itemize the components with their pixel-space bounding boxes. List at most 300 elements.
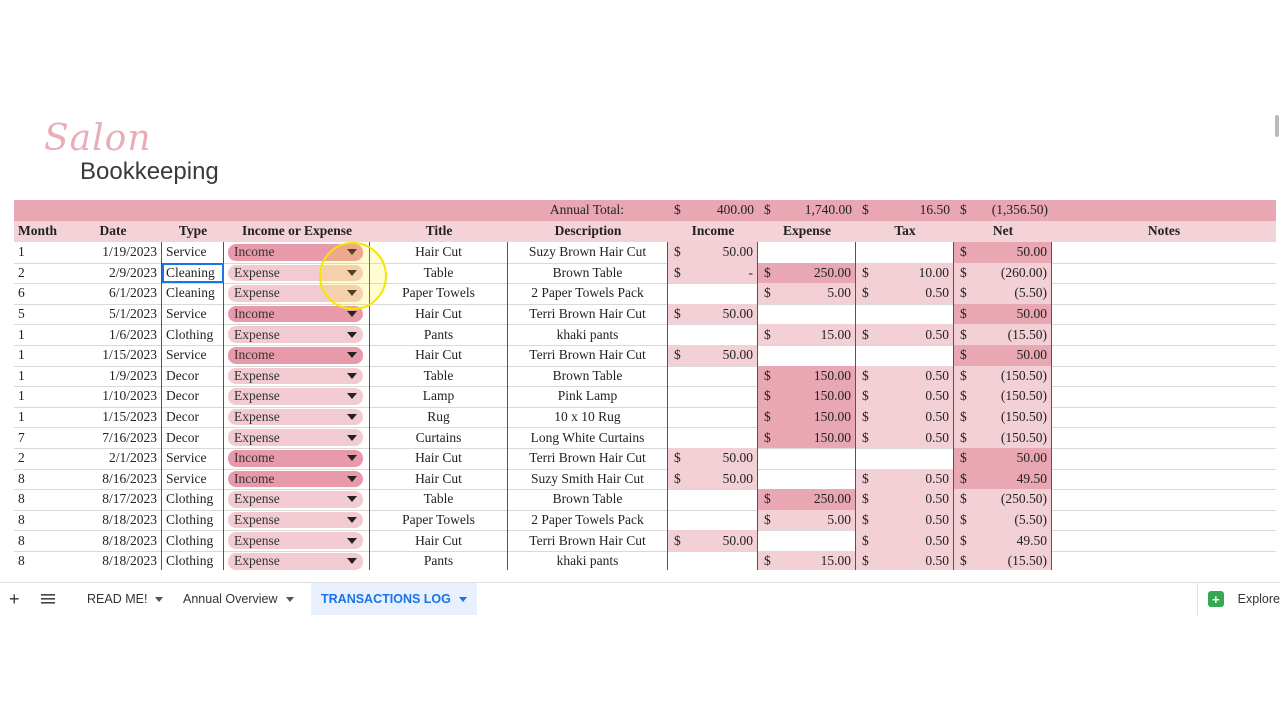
income-or-expense-dropdown[interactable]: [228, 409, 363, 426]
month-cell[interactable]: 6: [18, 285, 25, 301]
income-cell[interactable]: [668, 530, 758, 551]
ie-cell[interactable]: [224, 366, 370, 387]
title-cell[interactable]: Hair Cut: [370, 530, 508, 551]
net-value: (150.50): [1000, 388, 1047, 404]
type-cell[interactable]: Decor: [162, 427, 224, 448]
type-cell[interactable]: Service: [162, 242, 224, 263]
income-value: 50.00: [722, 470, 753, 486]
month-cell[interactable]: 8: [18, 532, 25, 548]
expense-value: 250.00: [813, 491, 851, 507]
ie-cell[interactable]: [224, 345, 370, 366]
notes-cell[interactable]: [1052, 304, 1276, 325]
currency-symbol: $: [960, 388, 967, 404]
net-cell[interactable]: [954, 386, 1052, 407]
tab-read-me[interactable]: [87, 583, 163, 615]
notes-cell[interactable]: [1052, 489, 1276, 510]
desc-cell[interactable]: khaki pants: [508, 551, 668, 570]
dropdown-value: Income: [234, 347, 275, 363]
total-expense-cell[interactable]: [758, 200, 856, 221]
total-tax-cell[interactable]: [856, 200, 954, 221]
income-value: 50.00: [722, 306, 753, 322]
notes-cell[interactable]: [1052, 448, 1276, 469]
date-cell[interactable]: 8/18/2023: [64, 551, 162, 570]
tax-value: 0.50: [925, 367, 949, 383]
date-cell[interactable]: 8/17/2023: [64, 489, 162, 510]
desc-cell[interactable]: Brown Table: [508, 489, 668, 510]
expense-value: 250.00: [813, 264, 851, 280]
date-cell[interactable]: 1/19/2023: [64, 242, 162, 263]
income-value: 50.00: [722, 532, 753, 548]
income-cell[interactable]: [668, 263, 758, 284]
tax-cell[interactable]: [856, 407, 954, 428]
tab-annual-overview[interactable]: [183, 583, 294, 615]
notes-cell[interactable]: [1052, 510, 1276, 531]
ie-cell[interactable]: [224, 427, 370, 448]
income-or-expense-dropdown[interactable]: [228, 491, 363, 508]
net-cell[interactable]: [954, 345, 1052, 366]
currency-symbol: $: [960, 326, 967, 342]
tax-cell[interactable]: [856, 530, 954, 551]
title-cell[interactable]: Lamp: [370, 386, 508, 407]
title-cell[interactable]: Table: [370, 489, 508, 510]
type-cell[interactable]: Service: [162, 448, 224, 469]
currency-symbol: $: [674, 202, 681, 218]
month-cell[interactable]: 1: [18, 388, 25, 404]
income-cell[interactable]: [668, 448, 758, 469]
notes-cell[interactable]: [1052, 324, 1276, 345]
type-cell[interactable]: Clothing: [162, 489, 224, 510]
desc-cell[interactable]: Terri Brown Hair Cut: [508, 530, 668, 551]
date-cell[interactable]: 1/9/2023: [64, 366, 162, 387]
income-or-expense-dropdown[interactable]: [228, 368, 363, 385]
header-month[interactable]: Month: [18, 223, 58, 239]
tax-value: 0.50: [925, 512, 949, 528]
date-cell[interactable]: 1/6/2023: [64, 324, 162, 345]
income-or-expense-dropdown[interactable]: [228, 512, 363, 529]
expense-cell[interactable]: [758, 427, 856, 448]
chevron-down-icon[interactable]: [155, 597, 163, 602]
header-income[interactable]: Income: [691, 223, 735, 239]
net-value: 50.00: [1016, 244, 1047, 260]
notes-cell[interactable]: [1052, 242, 1276, 263]
type-cell[interactable]: Cleaning: [162, 283, 224, 304]
month-cell[interactable]: 8: [18, 553, 25, 569]
tax-value: 10.00: [918, 264, 949, 280]
date-cell[interactable]: 8/18/2023: [64, 530, 162, 551]
notes-cell[interactable]: [1052, 551, 1276, 570]
expense-cell[interactable]: [758, 407, 856, 428]
currency-symbol: $: [862, 388, 869, 404]
date-cell[interactable]: 1/15/2023: [64, 345, 162, 366]
month-cell[interactable]: 8: [18, 470, 25, 486]
dropdown-value: Expense: [234, 326, 280, 342]
month-cell[interactable]: 1: [18, 409, 25, 425]
net-cell[interactable]: [954, 469, 1052, 490]
currency-symbol: $: [764, 409, 771, 425]
expense-cell[interactable]: [758, 324, 856, 345]
tax-cell[interactable]: [856, 386, 954, 407]
desc-cell[interactable]: Suzy Smith Hair Cut: [508, 469, 668, 490]
income-or-expense-dropdown[interactable]: [228, 429, 363, 446]
currency-symbol: $: [764, 202, 771, 218]
currency-symbol: $: [862, 491, 869, 507]
expense-cell[interactable]: [758, 551, 856, 570]
ie-cell[interactable]: [224, 551, 370, 570]
currency-symbol: $: [960, 306, 967, 322]
tab-annual-overview-label: Annual Overview: [183, 592, 278, 606]
dropdown-arrow-icon[interactable]: [347, 455, 357, 461]
ie-cell[interactable]: [224, 386, 370, 407]
dropdown-arrow-icon[interactable]: [347, 311, 357, 317]
dropdown-value: Expense: [234, 264, 280, 280]
expense-value: 150.00: [813, 429, 851, 445]
dropdown-value: Income: [234, 306, 275, 322]
ie-cell[interactable]: [224, 510, 370, 531]
chevron-down-icon[interactable]: [286, 597, 294, 602]
type-cell[interactable]: Service: [162, 469, 224, 490]
month-cell[interactable]: 1: [18, 347, 25, 363]
table-row: [14, 386, 1276, 408]
income-cell[interactable]: [668, 407, 758, 428]
desc-cell[interactable]: Terri Brown Hair Cut: [508, 448, 668, 469]
month-cell[interactable]: 8: [18, 512, 25, 528]
date-cell[interactable]: 8/18/2023: [64, 510, 162, 531]
dropdown-arrow-icon[interactable]: [347, 332, 357, 338]
title-cell[interactable]: Hair Cut: [370, 469, 508, 490]
menu-icon[interactable]: [41, 583, 57, 615]
currency-symbol: $: [674, 244, 681, 260]
type-cell[interactable]: Clothing: [162, 530, 224, 551]
expense-cell[interactable]: [758, 366, 856, 387]
month-cell[interactable]: 8: [18, 491, 25, 507]
tax-cell[interactable]: [856, 283, 954, 304]
currency-symbol: $: [862, 367, 869, 383]
title-cell[interactable]: Pants: [370, 324, 508, 345]
desc-cell[interactable]: Pink Lamp: [508, 386, 668, 407]
income-cell[interactable]: [668, 427, 758, 448]
tax-cell[interactable]: [856, 242, 954, 263]
title-cell[interactable]: Hair Cut: [370, 345, 508, 366]
net-value: (15.50): [1007, 553, 1047, 569]
net-value: 50.00: [1016, 306, 1047, 322]
date-cell[interactable]: 1/15/2023: [64, 407, 162, 428]
expense-cell[interactable]: [758, 530, 856, 551]
desc-cell[interactable]: Brown Table: [508, 263, 668, 284]
title-cell[interactable]: Rug: [370, 407, 508, 428]
tax-cell[interactable]: [856, 345, 954, 366]
tax-cell[interactable]: [856, 551, 954, 570]
expense-value: 150.00: [813, 409, 851, 425]
net-cell[interactable]: [954, 427, 1052, 448]
net-cell[interactable]: [954, 304, 1052, 325]
date-cell[interactable]: 7/16/2023: [64, 427, 162, 448]
month-cell[interactable]: 2: [18, 450, 25, 466]
currency-symbol: $: [960, 532, 967, 548]
net-value: 50.00: [1016, 450, 1047, 466]
expense-value: 5.00: [827, 512, 851, 528]
type-cell[interactable]: Clothing: [162, 510, 224, 531]
ie-cell[interactable]: [224, 407, 370, 428]
tax-cell[interactable]: [856, 427, 954, 448]
dropdown-arrow-icon[interactable]: [347, 558, 357, 564]
currency-symbol: $: [764, 388, 771, 404]
net-cell[interactable]: [954, 242, 1052, 263]
notes-cell[interactable]: [1052, 386, 1276, 407]
type-cell[interactable]: Cleaning: [162, 263, 224, 284]
expense-cell[interactable]: [758, 510, 856, 531]
income-cell[interactable]: [668, 386, 758, 407]
dropdown-arrow-icon[interactable]: [347, 496, 357, 502]
notes-cell[interactable]: [1052, 407, 1276, 428]
tax-cell[interactable]: [856, 263, 954, 284]
title-cell[interactable]: Paper Towels: [370, 510, 508, 531]
expense-cell[interactable]: [758, 345, 856, 366]
notes-cell[interactable]: [1052, 469, 1276, 490]
tax-cell[interactable]: [856, 448, 954, 469]
income-cell[interactable]: [668, 469, 758, 490]
month-cell[interactable]: 2: [18, 264, 25, 280]
net-cell[interactable]: [954, 263, 1052, 284]
net-cell[interactable]: [954, 489, 1052, 510]
income-or-expense-dropdown[interactable]: [228, 326, 363, 343]
expense-cell[interactable]: [758, 489, 856, 510]
logo-word: Bookkeeping: [80, 158, 219, 185]
month-cell[interactable]: 5: [18, 306, 25, 322]
header-date[interactable]: Date: [99, 223, 127, 239]
table-row: [14, 345, 1276, 367]
tax-cell[interactable]: [856, 469, 954, 490]
header-notes[interactable]: Notes: [1147, 223, 1181, 239]
currency-symbol: $: [862, 512, 869, 528]
header-description[interactable]: Description: [554, 223, 622, 239]
month-cell[interactable]: 1: [18, 244, 25, 260]
currency-symbol: $: [764, 553, 771, 569]
income-cell[interactable]: [668, 510, 758, 531]
chevron-down-icon[interactable]: [459, 597, 467, 602]
title-cell[interactable]: Hair Cut: [370, 448, 508, 469]
vertical-scrollbar[interactable]: [1275, 115, 1279, 137]
tax-cell[interactable]: [856, 304, 954, 325]
net-value: (260.00): [1000, 264, 1047, 280]
currency-symbol: $: [674, 264, 681, 280]
tax-value: 0.50: [925, 532, 949, 548]
income-or-expense-dropdown[interactable]: [228, 532, 363, 549]
income-cell[interactable]: [668, 242, 758, 263]
date-cell[interactable]: 8/16/2023: [64, 469, 162, 490]
total-income-value: 400.00: [716, 202, 754, 218]
desc-cell[interactable]: Brown Table: [508, 366, 668, 387]
title-cell[interactable]: Table: [370, 366, 508, 387]
type-cell[interactable]: Clothing: [162, 551, 224, 570]
type-cell[interactable]: Decor: [162, 407, 224, 428]
dropdown-arrow-icon[interactable]: [347, 538, 357, 544]
expense-cell[interactable]: [758, 242, 856, 263]
net-cell[interactable]: [954, 324, 1052, 345]
net-cell[interactable]: [954, 510, 1052, 531]
date-cell[interactable]: 6/1/2023: [64, 283, 162, 304]
expense-cell[interactable]: [758, 304, 856, 325]
expense-cell[interactable]: [758, 263, 856, 284]
expense-cell[interactable]: [758, 386, 856, 407]
expense-cell[interactable]: [758, 469, 856, 490]
income-cell[interactable]: [668, 345, 758, 366]
income-or-expense-dropdown[interactable]: [228, 471, 363, 488]
dropdown-value: Expense: [234, 285, 280, 301]
ie-cell[interactable]: [224, 489, 370, 510]
income-cell[interactable]: [668, 304, 758, 325]
title-cell[interactable]: Pants: [370, 551, 508, 570]
tax-value: 0.50: [925, 553, 949, 569]
type-cell[interactable]: Service: [162, 304, 224, 325]
income-cell[interactable]: [668, 324, 758, 345]
income-value: 50.00: [722, 244, 753, 260]
tax-value: 0.50: [925, 388, 949, 404]
date-cell[interactable]: 2/1/2023: [64, 448, 162, 469]
income-cell[interactable]: [668, 283, 758, 304]
header-type[interactable]: Type: [178, 223, 208, 239]
month-cell[interactable]: 1: [18, 326, 25, 342]
tax-value: 0.50: [925, 285, 949, 301]
month-cell[interactable]: 7: [18, 429, 25, 445]
currency-symbol: $: [960, 450, 967, 466]
notes-cell[interactable]: [1052, 427, 1276, 448]
type-cell[interactable]: Service: [162, 345, 224, 366]
income-cell[interactable]: [668, 366, 758, 387]
income-cell[interactable]: [668, 551, 758, 570]
title-cell[interactable]: Curtains: [370, 427, 508, 448]
date-cell[interactable]: 5/1/2023: [64, 304, 162, 325]
dropdown-arrow-icon[interactable]: [347, 414, 357, 420]
explore-label: Explore: [1237, 592, 1280, 606]
explore-button[interactable]: [1197, 583, 1280, 615]
currency-symbol: $: [764, 367, 771, 383]
dropdown-arrow-icon[interactable]: [347, 476, 357, 482]
cursor-highlight: [319, 242, 387, 310]
total-income-cell[interactable]: [668, 200, 758, 221]
income-or-expense-dropdown[interactable]: [228, 388, 363, 405]
income-value: 50.00: [722, 450, 753, 466]
tax-cell[interactable]: [856, 324, 954, 345]
notes-cell[interactable]: [1052, 263, 1276, 284]
table-row: [14, 366, 1276, 388]
net-cell[interactable]: [954, 551, 1052, 570]
ie-cell[interactable]: [224, 448, 370, 469]
income-cell[interactable]: [668, 489, 758, 510]
dropdown-arrow-icon[interactable]: [347, 517, 357, 523]
income-or-expense-dropdown[interactable]: [228, 553, 363, 570]
type-cell[interactable]: Decor: [162, 366, 224, 387]
tax-cell[interactable]: [856, 510, 954, 531]
tax-cell[interactable]: [856, 366, 954, 387]
net-cell[interactable]: [954, 366, 1052, 387]
header-income-or-expense[interactable]: Income or Expense: [242, 223, 352, 239]
salon-bookkeeping-logo: [40, 118, 240, 193]
ie-cell[interactable]: [224, 469, 370, 490]
expense-value: 15.00: [820, 553, 851, 569]
tab-read-me-label: READ ME!: [87, 592, 148, 606]
header-tax[interactable]: Tax: [894, 223, 916, 239]
dropdown-value: Expense: [234, 409, 280, 425]
expense-value: 15.00: [820, 326, 851, 342]
net-cell[interactable]: [954, 530, 1052, 551]
currency-symbol: $: [674, 347, 681, 363]
dropdown-value: Expense: [234, 553, 280, 569]
notes-cell[interactable]: [1052, 366, 1276, 387]
currency-symbol: $: [764, 326, 771, 342]
title-cell[interactable]: Hair Cut: [370, 304, 508, 325]
income-or-expense-dropdown[interactable]: [228, 347, 363, 364]
desc-cell[interactable]: 2 Paper Towels Pack: [508, 510, 668, 531]
header-title[interactable]: Title: [425, 223, 453, 239]
desc-cell[interactable]: Suzy Brown Hair Cut: [508, 242, 668, 263]
net-value: (150.50): [1000, 409, 1047, 425]
ie-cell[interactable]: [224, 530, 370, 551]
table-row: [14, 510, 1276, 532]
notes-cell[interactable]: [1052, 530, 1276, 551]
desc-cell[interactable]: Long White Curtains: [508, 427, 668, 448]
title-cell[interactable]: Hair Cut: [370, 242, 508, 263]
notes-cell[interactable]: [1052, 283, 1276, 304]
currency-symbol: $: [764, 512, 771, 528]
income-value: -: [748, 264, 753, 280]
dropdown-value: Income: [234, 244, 275, 260]
tab-transactions-log[interactable]: [311, 583, 477, 615]
date-cell[interactable]: 1/10/2023: [64, 386, 162, 407]
table-row: [14, 551, 1276, 570]
expense-value: 5.00: [827, 285, 851, 301]
expense-value: 150.00: [813, 367, 851, 383]
desc-cell[interactable]: khaki pants: [508, 324, 668, 345]
notes-cell[interactable]: [1052, 345, 1276, 366]
total-net-cell[interactable]: [954, 200, 1052, 221]
desc-cell[interactable]: 2 Paper Towels Pack: [508, 283, 668, 304]
title-cell[interactable]: Paper Towels: [370, 283, 508, 304]
tax-value: 0.50: [925, 429, 949, 445]
header-net[interactable]: Net: [992, 223, 1014, 239]
type-cell[interactable]: Decor: [162, 386, 224, 407]
date-cell[interactable]: 2/9/2023: [64, 263, 162, 284]
type-cell[interactable]: Clothing: [162, 324, 224, 345]
dropdown-arrow-icon[interactable]: [347, 435, 357, 441]
expense-cell[interactable]: [758, 448, 856, 469]
desc-cell[interactable]: 10 x 10 Rug: [508, 407, 668, 428]
expense-cell[interactable]: [758, 283, 856, 304]
desc-cell[interactable]: Terri Brown Hair Cut: [508, 304, 668, 325]
currency-symbol: $: [764, 491, 771, 507]
dropdown-arrow-icon[interactable]: [347, 393, 357, 399]
ie-cell[interactable]: [224, 324, 370, 345]
dropdown-arrow-icon[interactable]: [347, 352, 357, 358]
plus-icon[interactable]: +: [9, 588, 20, 609]
net-cell[interactable]: [954, 283, 1052, 304]
tax-cell[interactable]: [856, 489, 954, 510]
currency-symbol: $: [764, 429, 771, 445]
table-row: [14, 407, 1276, 429]
net-value: (150.50): [1000, 429, 1047, 445]
net-cell[interactable]: [954, 448, 1052, 469]
desc-cell[interactable]: Terri Brown Hair Cut: [508, 345, 668, 366]
title-cell[interactable]: Table: [370, 263, 508, 284]
net-value: 50.00: [1016, 347, 1047, 363]
dropdown-arrow-icon[interactable]: [347, 373, 357, 379]
net-cell[interactable]: [954, 407, 1052, 428]
month-cell[interactable]: 1: [18, 367, 25, 383]
header-expense[interactable]: Expense: [782, 223, 831, 239]
currency-symbol: $: [862, 409, 869, 425]
logo-script: Salon: [44, 118, 152, 159]
annual-total-label: Annual Total:: [549, 202, 624, 218]
income-or-expense-dropdown[interactable]: [228, 450, 363, 467]
